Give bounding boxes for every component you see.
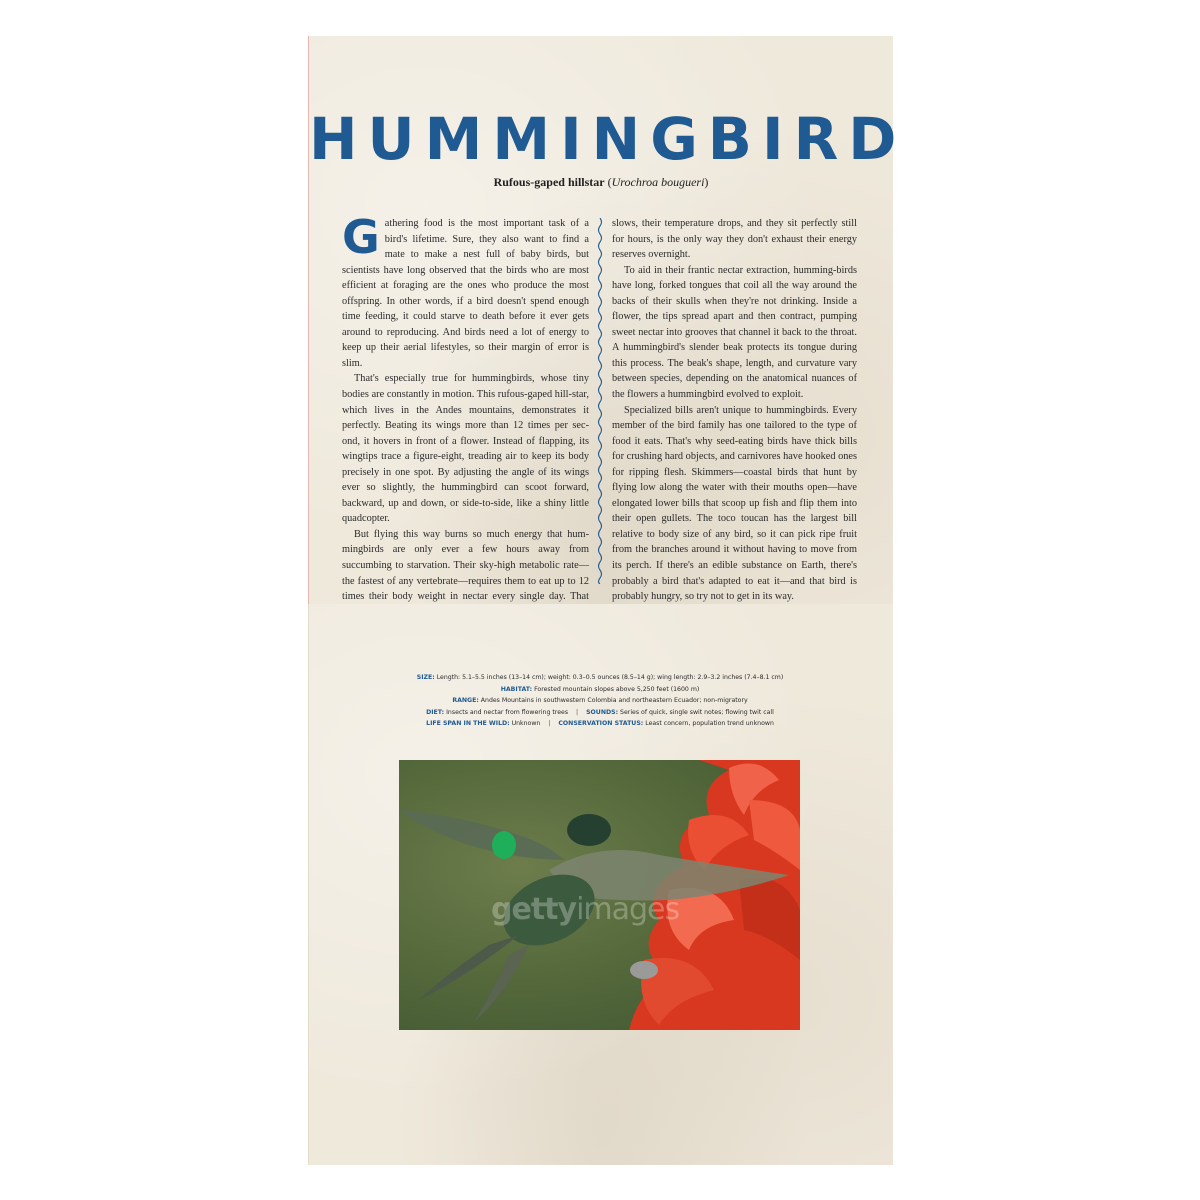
species-subtitle — [309, 174, 893, 190]
fact-value: Length: 5.1–5.5 inches (13–14 cm); weight: 0.3–0.5 ounces (8.5–14 g); wing length: 2.9–3.2 inches (7.4–8.1 cm) — [436, 674, 784, 681]
fact-value: Least concern, population trend unknown — [645, 720, 774, 727]
hummingbird-photo — [399, 760, 800, 1030]
getty-images-watermark: gettyimages — [491, 892, 680, 927]
fact-range — [308, 695, 892, 707]
article-paragraph: To aid in their frantic nectar extraction, humming-birds have long, forked tongues that coil all the way around the backs of their skulls when they're not drinking. Inside a flower, the tips spread apart and then contract, pumping sweet nectar into grooves that channel it back to the throat. A hummingbird's slender beak protects its tongue during this process. The beak's shape, length, and curvature vary between species, depending on the anatomical nuances of the flowers a hummingbird evolved to exploit. — [612, 264, 857, 401]
fact-lifespan-conservation — [308, 718, 892, 730]
paragraph-text: athering food is the most important task of a bird's lifetime. Sure, they also want to find a mate to make a nest full of baby birds, but scientists have long observed that the birds who are most efficient at foraging are the ones who produce the most offspring. In other words, if a bird doesn't spend enough time feeding, it could starve to death before it ever gets around to reproducing. And birds need a lot of energy to keep up their aerial lifestyles, so their margin of error is slim. — [342, 218, 589, 369]
column-divider-wavy — [596, 218, 604, 584]
fact-label: LIFE SPAN IN THE WILD: — [426, 720, 510, 727]
fact-value: Series of quick, single swit notes; flowing twit call — [620, 708, 774, 716]
fact-value: Unknown — [511, 720, 541, 727]
fact-habitat — [308, 684, 892, 696]
fact-value: Forested mountain slopes above 5,250 feet (1600 m) — [534, 685, 700, 693]
article-paragraph: But flying this way burns so much energy that hum-mingbirds are only ever a few hours away from succumbing to starvation. Their sky-high metabolic rate—the fastest of any vertebrate—requires them to eat up to 12 times their body weight in nectar every single day. That — [342, 528, 589, 603]
article-paragraph: Specialized bills aren't unique to hummingbirds. Every member of the bird family has one tailored to the type of food it eats. That's why seed-eating birds have thick bills for crushing hard objects, and carnivores have hooked ones for ripping flesh. Skimmers—coastal birds that hunt by flying low along the water with their mouths open—have elongated lower bills that scoop up fish and flip them into their open gullets. The toco toucan has the largest bill relative to body size of any bird, so it can pick ripe fruit from the branches around it without having to move from its perch. If there's an edible substance on Earth, there's probably a bird that's adapted to eat it—and that bird is probably hungry, so try not to get in its way. — [612, 404, 857, 603]
fact-diet-sounds — [308, 707, 892, 719]
fact-size — [308, 672, 892, 684]
fact-separator: | — [548, 720, 551, 727]
article-paragraph: That's especially true for hummingbirds, whose tiny bodies are constantly in motion. This rufous-gaped hill-star, which lives in the Andes mountains, demonstrates it perfectly. Beating its wings more than 12 times per sec-ond, it hovers in front of a flower. Instead of flapping, its wingtips trace a figure-eight, treading air to keep its body precisely in one spot. By adjusting the angle of its wings ever so slightly, the hummingbird can scoot forward, backward, up and down, or side-to-side, like a shiny little quadcopter. — [342, 373, 589, 525]
species-facts — [308, 672, 892, 730]
fact-label: RANGE: — [452, 697, 479, 704]
article-column-left — [342, 210, 589, 651]
article-paragraph: slows, their temperature drops, and they sit perfectly still for hours, is the only way they don't exhaust their energy reserves overnight. — [612, 218, 857, 261]
fact-label: CONSERVATION STATUS: — [558, 720, 644, 727]
drop-cap: G — [342, 210, 380, 264]
article-paragraph — [342, 210, 589, 371]
fact-value: Andes Mountains in southwestern Colombia and northeastern Ecuador; non-migratory — [480, 697, 748, 704]
scientific-name: Urochroa bougueri — [611, 175, 705, 189]
paren-close: ) — [704, 175, 709, 189]
page-title: HUMMINGBIRD — [309, 105, 907, 173]
fact-separator: | — [576, 708, 579, 716]
common-name: Rufous-gaped hillstar — [493, 175, 605, 189]
fact-label: SOUNDS: — [586, 708, 619, 716]
fact-label: DIET: — [426, 708, 445, 716]
article-column-right — [612, 216, 857, 605]
fact-label: HABITAT: — [500, 685, 533, 693]
book-page-top — [308, 36, 907, 604]
paren-open: ( — [607, 175, 612, 189]
fact-label: SIZE: — [416, 674, 435, 681]
fact-value: Insects and nectar from flowering trees — [446, 708, 569, 716]
